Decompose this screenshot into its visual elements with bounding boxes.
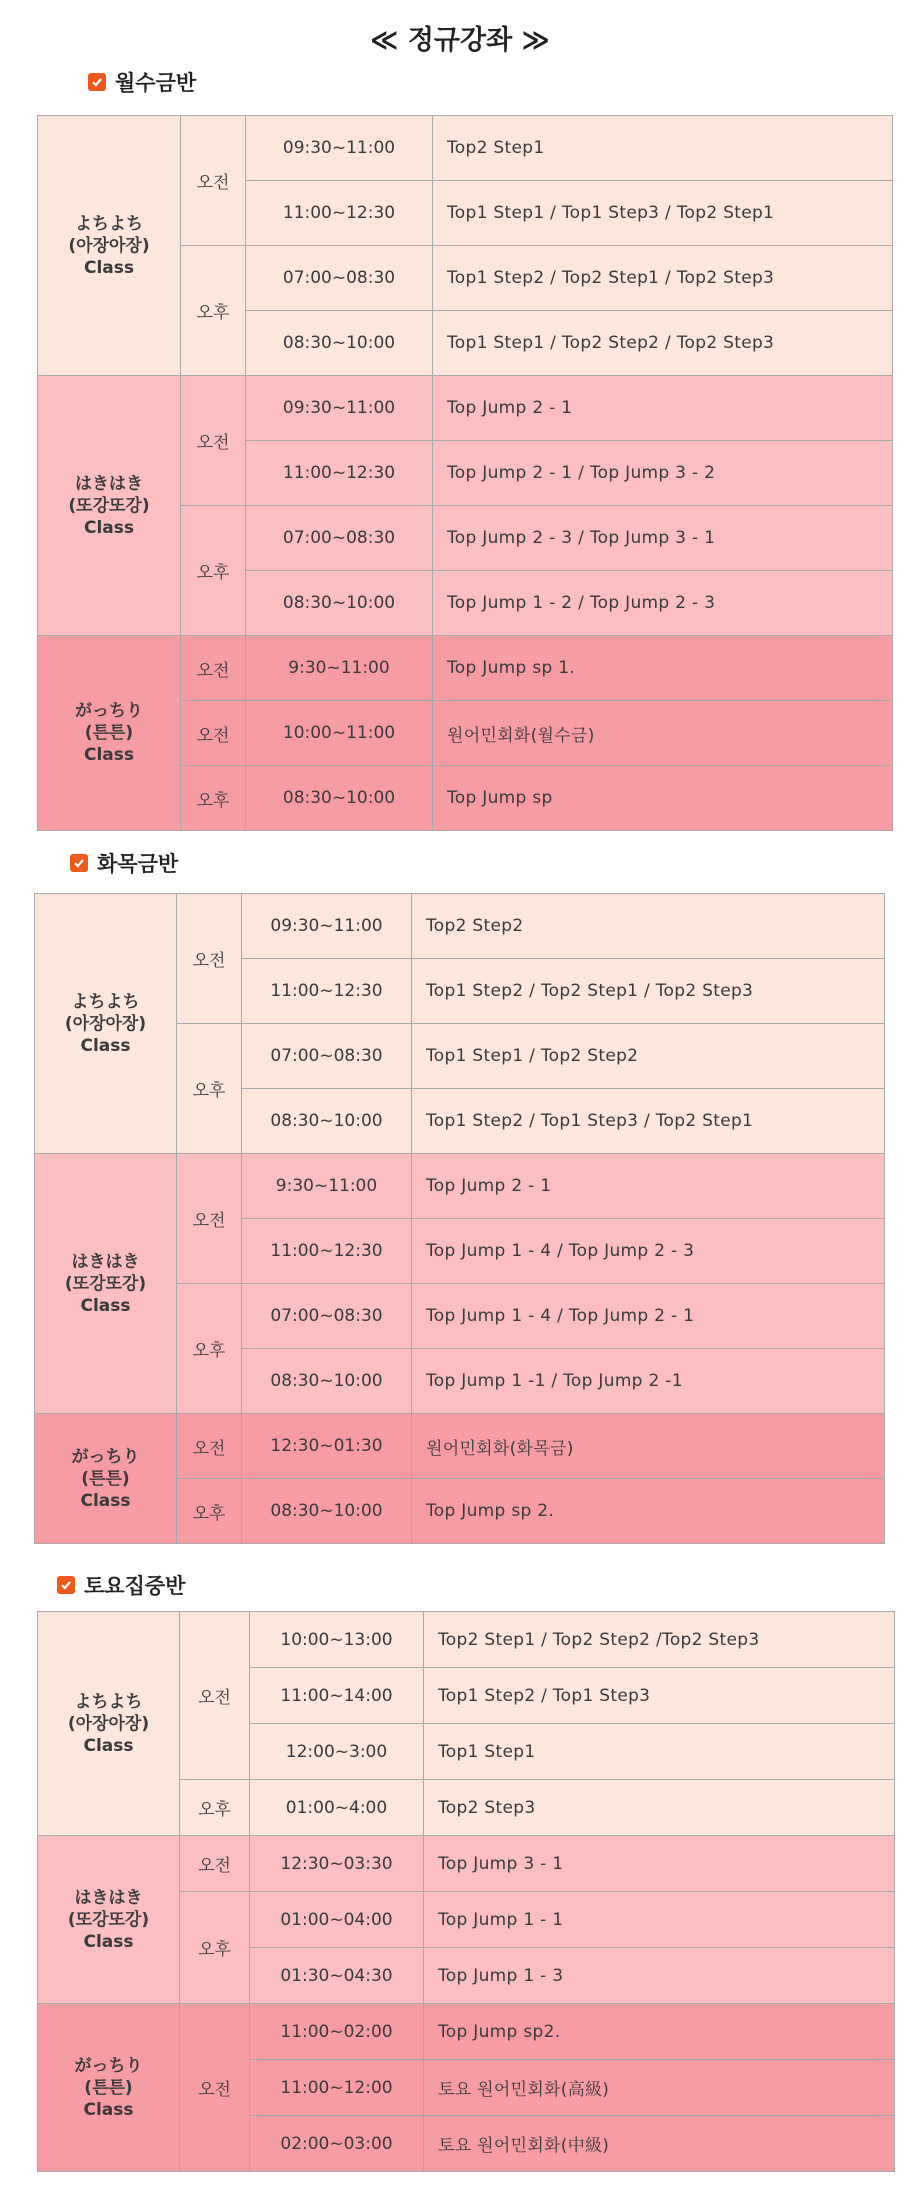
class-label-cell: よちよち (아장아장) Class <box>38 1612 180 1836</box>
section-title: 월수금반 <box>115 71 197 95</box>
time-cell: 09:30~11:00 <box>246 116 433 181</box>
time-cell: 10:00~11:00 <box>246 701 433 766</box>
checkbox-checked-icon <box>57 1576 75 1594</box>
time-cell: 9:30~11:00 <box>246 636 433 701</box>
section-heading <box>57 1570 185 1600</box>
period-cell: 오전 <box>177 1414 242 1479</box>
course-cell: 원어민회화(월수금) <box>433 701 893 766</box>
course-cell: 토요 원어민회화(高級) <box>424 2060 895 2116</box>
course-cell: Top Jump 1 - 1 <box>424 1892 895 1948</box>
course-cell: Top1 Step2 / Top1 Step3 <box>424 1668 895 1724</box>
period-cell: 오전 <box>181 701 246 766</box>
course-cell: Top1 Step1 / Top1 Step3 / Top2 Step1 <box>433 181 893 246</box>
table-row <box>38 116 893 181</box>
schedule-table <box>37 115 893 831</box>
time-cell: 11:00~12:30 <box>242 1219 412 1284</box>
time-cell: 02:00~03:00 <box>250 2116 424 2172</box>
course-cell: Top Jump 2 - 1 <box>412 1154 885 1219</box>
time-cell: 01:00~04:00 <box>250 1892 424 1948</box>
period-cell: 오전 <box>177 1154 242 1284</box>
table-row <box>38 376 893 441</box>
time-cell: 07:00~08:30 <box>242 1024 412 1089</box>
course-cell: Top Jump sp2. <box>424 2004 895 2060</box>
course-cell: Top1 Step1 / Top2 Step2 <box>412 1024 885 1089</box>
time-cell: 07:00~08:30 <box>246 246 433 311</box>
time-cell: 11:00~02:00 <box>250 2004 424 2060</box>
period-cell: 오전 <box>181 116 246 246</box>
course-cell: Top Jump 2 - 1 / Top Jump 3 - 2 <box>433 441 893 506</box>
course-cell: Top Jump 3 - 1 <box>424 1836 895 1892</box>
class-label-cell: よちよち (아장아장) Class <box>38 116 181 376</box>
table-row <box>38 2004 895 2060</box>
time-cell: 09:30~11:00 <box>246 376 433 441</box>
time-cell: 09:30~11:00 <box>242 894 412 959</box>
time-cell: 11:00~14:00 <box>250 1668 424 1724</box>
schedule-table <box>34 893 885 1544</box>
table-row <box>38 1612 895 1668</box>
time-cell: 08:30~10:00 <box>242 1089 412 1154</box>
time-cell: 08:30~10:00 <box>246 766 433 831</box>
time-cell: 11:00~12:30 <box>246 441 433 506</box>
time-cell: 08:30~10:00 <box>242 1349 412 1414</box>
course-cell: Top2 Step3 <box>424 1780 895 1836</box>
course-cell: Top1 Step1 / Top2 Step2 / Top2 Step3 <box>433 311 893 376</box>
course-cell: Top1 Step2 / Top1 Step3 / Top2 Step1 <box>412 1089 885 1154</box>
period-cell: 오전 <box>180 2004 250 2172</box>
course-cell: Top1 Step2 / Top2 Step1 / Top2 Step3 <box>433 246 893 311</box>
time-cell: 10:00~13:00 <box>250 1612 424 1668</box>
time-cell: 07:00~08:30 <box>246 506 433 571</box>
class-label-cell: がっちり (튼튼) Class <box>38 2004 180 2172</box>
time-cell: 9:30~11:00 <box>242 1154 412 1219</box>
table-row <box>38 1836 895 1892</box>
section-heading <box>70 848 178 878</box>
course-cell: Top Jump 2 - 3 / Top Jump 3 - 1 <box>433 506 893 571</box>
period-cell: 오후 <box>177 1024 242 1154</box>
course-cell: Top1 Step2 / Top2 Step1 / Top2 Step3 <box>412 959 885 1024</box>
period-cell: 오전 <box>181 636 246 701</box>
period-cell: 오후 <box>181 506 246 636</box>
period-cell: 오후 <box>180 1780 250 1836</box>
period-cell: 오후 <box>181 246 246 376</box>
time-cell: 11:00~12:30 <box>242 959 412 1024</box>
page-title: ≪ 정규강좌 ≫ <box>370 25 550 56</box>
period-cell: 오후 <box>177 1284 242 1414</box>
course-cell: 원어민회화(화목금) <box>412 1414 885 1479</box>
course-cell: Top Jump sp <box>433 766 893 831</box>
time-cell: 12:30~03:30 <box>250 1836 424 1892</box>
table-row <box>35 1414 885 1479</box>
course-cell: Top1 Step1 <box>424 1724 895 1780</box>
course-cell: Top2 Step1 <box>433 116 893 181</box>
section-heading <box>88 67 196 97</box>
period-cell: 오전 <box>177 894 242 1024</box>
class-label-cell: はきはき (또강또강) Class <box>35 1154 177 1414</box>
section-title: 화목금반 <box>97 852 179 876</box>
course-cell: Top2 Step2 <box>412 894 885 959</box>
class-label-cell: がっちり (튼튼) Class <box>38 636 181 831</box>
course-cell: Top Jump 1 -1 / Top Jump 2 -1 <box>412 1349 885 1414</box>
time-cell: 08:30~10:00 <box>246 311 433 376</box>
course-cell: Top Jump 1 - 4 / Top Jump 2 - 1 <box>412 1284 885 1349</box>
time-cell: 11:00~12:30 <box>246 181 433 246</box>
period-cell: 오전 <box>180 1836 250 1892</box>
course-cell: Top2 Step1 / Top2 Step2 /Top2 Step3 <box>424 1612 895 1668</box>
class-label-cell: はきはき (또강또강) Class <box>38 376 181 636</box>
time-cell: 08:30~10:00 <box>246 571 433 636</box>
table-row <box>35 1154 885 1219</box>
course-cell: Top Jump sp 1. <box>433 636 893 701</box>
course-cell: Top Jump 1 - 4 / Top Jump 2 - 3 <box>412 1219 885 1284</box>
section-title: 토요집중반 <box>84 1574 186 1598</box>
course-cell: 토요 원어민회화(中級) <box>424 2116 895 2172</box>
table-row <box>38 636 893 701</box>
course-cell: Top Jump 1 - 2 / Top Jump 2 - 3 <box>433 571 893 636</box>
schedule-table <box>37 1611 895 2172</box>
period-cell: 오전 <box>181 376 246 506</box>
class-label-cell: がっちり (튼튼) Class <box>35 1414 177 1544</box>
period-cell: 오전 <box>180 1612 250 1780</box>
course-cell: Top Jump sp 2. <box>412 1479 885 1544</box>
time-cell: 11:00~12:00 <box>250 2060 424 2116</box>
time-cell: 01:00~4:00 <box>250 1780 424 1836</box>
checkbox-checked-icon <box>70 854 88 872</box>
class-label-cell: よちよち (아장아장) Class <box>35 894 177 1154</box>
time-cell: 01:30~04:30 <box>250 1948 424 2004</box>
time-cell: 12:30~01:30 <box>242 1414 412 1479</box>
course-cell: Top Jump 2 - 1 <box>433 376 893 441</box>
time-cell: 07:00~08:30 <box>242 1284 412 1349</box>
table-row <box>35 894 885 959</box>
time-cell: 08:30~10:00 <box>242 1479 412 1544</box>
period-cell: 오후 <box>177 1479 242 1544</box>
time-cell: 12:00~3:00 <box>250 1724 424 1780</box>
period-cell: 오후 <box>180 1892 250 2004</box>
checkbox-checked-icon <box>88 73 106 91</box>
course-cell: Top Jump 1 - 3 <box>424 1948 895 2004</box>
class-label-cell: はきはき (또강또강) Class <box>38 1836 180 2004</box>
period-cell: 오후 <box>181 766 246 831</box>
